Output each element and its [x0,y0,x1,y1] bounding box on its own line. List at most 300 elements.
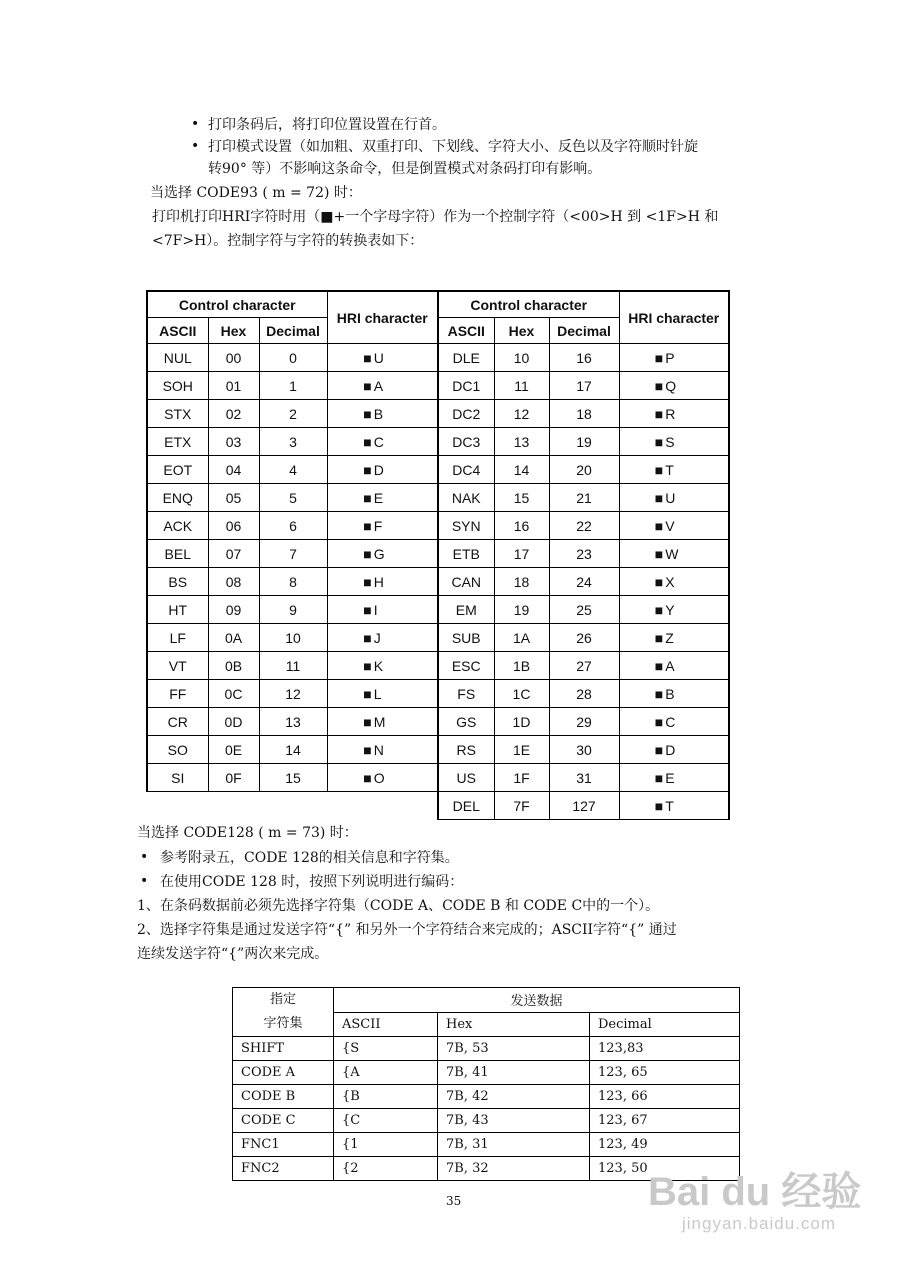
hri-value [655,350,693,366]
decimal-cell: 6 [259,512,327,540]
ascii-cell: CR [147,708,208,736]
table-row [147,400,729,428]
black-square-icon: ■ [654,377,664,394]
hex-cell: 7F [494,792,549,820]
hri-value [655,518,693,534]
code128-item-2-cont: 连续发送字符“{”两次来完成。 [137,946,329,962]
decimal-cell: 10 [259,624,327,652]
hri-letter: A [665,657,675,674]
left-group-header: Control character [147,291,327,318]
hri-cell [327,400,438,428]
black-square-icon: ■ [654,797,664,814]
table-row [233,1109,740,1133]
decimal-cell: 24 [549,568,619,596]
code128-bullet-2: 在使用CODE 128 时，按照下列说明进行编码： [160,874,464,890]
decimal-cell: 26 [549,624,619,652]
hex-cell: 05 [208,484,259,512]
black-square-icon: ■ [654,489,664,506]
hri-letter: E [373,489,384,506]
col-ascii: ASCII [334,1012,438,1037]
hri-letter: F [373,517,383,534]
decimal-cell: 0 [259,344,327,372]
hri-letter: L [373,685,382,702]
hex-cell: 17 [494,540,549,568]
hri-value [363,490,401,506]
table-row [147,708,729,736]
black-square-icon: ■ [363,517,372,534]
ascii-cell: HT [147,596,208,624]
hri-value [655,714,693,730]
page-number: 35 [446,1194,462,1208]
hri-cell [327,652,438,680]
ascii-cell: VT [147,652,208,680]
ascii-cell: DLE [438,344,494,372]
decimal-cell: 5 [259,484,327,512]
decimal-cell: 20 [549,456,619,484]
empty-cell [208,792,259,820]
hri-value [655,742,693,758]
black-square-icon: ■ [654,545,664,562]
table-row [147,680,729,708]
hex-cell: 7B, 41 [438,1061,590,1085]
hex-cell: 00 [208,344,259,372]
hri-letter: W [665,545,679,562]
charset-table [232,987,740,1181]
decimal-cell: 9 [259,596,327,624]
ascii-cell: DC1 [438,372,494,400]
decimal-cell: 123, 49 [590,1133,740,1157]
hri-letter: D [373,461,384,478]
charset-name-cell: FNC1 [233,1133,334,1157]
decimal-cell: 11 [259,652,327,680]
col-decimal: Decimal [549,318,619,344]
hri-cell [619,764,729,792]
ascii-cell: SOH [147,372,208,400]
hex-cell: 0C [208,680,259,708]
ascii-cell: {A [334,1061,438,1085]
hex-cell: 7B, 42 [438,1085,590,1109]
hri-cell [327,512,438,540]
hex-cell: 1F [494,764,549,792]
right-group-header: Control character [438,291,619,318]
decimal-cell: 29 [549,708,619,736]
bullet-dot: • [140,873,149,889]
hri-letter: S [665,433,675,450]
hri-cell [619,652,729,680]
hex-cell: 08 [208,568,259,596]
decimal-cell: 12 [259,680,327,708]
hri-letter: T [665,797,674,814]
hex-cell: 7B, 53 [438,1037,590,1061]
hri-cell [327,680,438,708]
ascii-cell: {1 [334,1133,438,1157]
table-row [233,1037,740,1061]
hri-cell [327,596,438,624]
decimal-cell: 19 [549,428,619,456]
hri-letter: J [373,629,381,646]
hri-value [363,686,401,702]
table-row [147,512,729,540]
hri-letter: M [373,713,386,730]
hri-letter: V [665,517,675,534]
hex-cell: 1A [494,624,549,652]
hri-cell [619,736,729,764]
hex-cell: 15 [494,484,549,512]
col-decimal: Decimal [259,318,327,344]
hex-cell: 14 [494,456,549,484]
hex-cell: 19 [494,596,549,624]
hri-letter: P [665,349,675,366]
hri-letter: O [373,769,385,786]
decimal-cell: 23 [549,540,619,568]
hex-cell: 03 [208,428,259,456]
table-row [147,568,729,596]
code128-item-2: 2、选择字符集是通过发送字符“{” 和另外一个字符结合来完成的；ASCII字符“{” 通过 [137,922,677,938]
ascii-cell: DC2 [438,400,494,428]
ascii-cell: SUB [438,624,494,652]
intro-bullet-2: 打印模式设置（如加粗、双重打印、下划线、字符大小、反色以及字符顺时针旋 [208,139,698,155]
table-row [147,764,729,792]
decimal-cell: 3 [259,428,327,456]
black-square-icon: ■ [654,629,664,646]
decimal-cell: 31 [549,764,619,792]
code128-bullet-1: 参考附录五，CODE 128的相关信息和字符集。 [160,850,459,866]
hri-cell [619,428,729,456]
hri-value [363,378,401,394]
empty-cell [259,792,327,820]
hri-letter: K [373,657,384,674]
hex-cell: 7B, 43 [438,1109,590,1133]
table-row [147,736,729,764]
hri-cell [327,624,438,652]
decimal-cell: 123, 50 [590,1157,740,1181]
black-square-icon: ■ [654,461,664,478]
hri-cell [619,456,729,484]
hex-cell: 1B [494,652,549,680]
hex-cell: 09 [208,596,259,624]
hri-value [655,378,693,394]
hri-cell [619,484,729,512]
hex-cell: 10 [494,344,549,372]
black-square-icon: ■ [363,545,372,562]
ascii-cell: {B [334,1085,438,1109]
hri-letter: Y [665,601,675,618]
hri-letter: E [665,769,675,786]
table-row [233,1061,740,1085]
table-row [147,372,729,400]
black-square-icon: ■ [363,461,372,478]
black-square-icon: ■ [363,769,372,786]
ascii-cell: SYN [438,512,494,540]
hri-value [363,406,401,422]
ascii-cell: ESC [438,652,494,680]
table-row [147,484,729,512]
ascii-cell: {S [334,1037,438,1061]
hex-cell: 18 [494,568,549,596]
decimal-cell: 28 [549,680,619,708]
charset-name-cell: FNC2 [233,1157,334,1181]
hri-value [655,602,693,618]
decimal-cell: 13 [259,708,327,736]
charset-name-cell: SHIFT [233,1037,334,1061]
hri-cell [327,736,438,764]
black-square-icon: ■ [654,405,664,422]
hex-cell: 7B, 32 [438,1157,590,1181]
decimal-cell: 7 [259,540,327,568]
code128-item-1: 1、在条码数据前必须先选择字符集（CODE A、CODE B 和 CODE C中的一个）。 [137,898,660,914]
table-row [233,1085,740,1109]
black-square-icon: ■ [654,741,664,758]
decimal-cell: 30 [549,736,619,764]
hex-cell: 0F [208,764,259,792]
decimal-cell: 2 [259,400,327,428]
baidu-watermark-logo: Bai du 经验 [648,1170,862,1214]
black-square-icon: ■ [363,349,372,366]
hri-value [655,630,693,646]
table-row [147,540,729,568]
hri-cell [327,568,438,596]
black-square-icon: ■ [654,713,664,730]
ascii-cell: SI [147,764,208,792]
hri-cell [619,372,729,400]
empty-cell [327,792,438,820]
hri-value [363,574,401,590]
hex-cell: 1C [494,680,549,708]
hri-cell [327,372,438,400]
decimal-cell: 16 [549,344,619,372]
hri-letter: U [373,349,384,366]
decimal-cell: 17 [549,372,619,400]
col-decimal: Decimal [590,1012,740,1037]
decimal-cell: 18 [549,400,619,428]
col-hex: Hex [494,318,549,344]
ascii-cell: EOT [147,456,208,484]
black-square-icon: ■ [363,377,372,394]
col-ascii: ASCII [438,318,494,344]
hri-cell [327,456,438,484]
bullet-dot: • [191,138,200,154]
control-table-body [147,344,729,820]
hri-cell [619,512,729,540]
ascii-cell: ACK [147,512,208,540]
hri-value [655,490,693,506]
ascii-cell: FS [438,680,494,708]
hri-cell [327,540,438,568]
hri-cell [327,428,438,456]
table-row [147,596,729,624]
charset-header-cell [233,988,334,1037]
hri-cell [327,764,438,792]
hri-letter: H [373,573,384,590]
ascii-cell: ETX [147,428,208,456]
hri-letter: A [373,377,384,394]
hri-letter: U [665,489,676,506]
hri-value [655,658,693,674]
black-square-icon: ■ [363,405,372,422]
hri-cell [327,344,438,372]
ascii-cell: DC4 [438,456,494,484]
ascii-cell: ETB [438,540,494,568]
black-square-icon: ■ [363,713,372,730]
hex-cell: 06 [208,512,259,540]
hri-cell [619,792,729,820]
table-row [147,428,729,456]
decimal-cell: 25 [549,596,619,624]
col-ascii: ASCII [147,318,208,344]
ascii-cell: STX [147,400,208,428]
ascii-cell: DC3 [438,428,494,456]
black-square-icon: ■ [363,489,372,506]
black-square-icon: ■ [363,685,372,702]
hri-value [655,574,693,590]
col-hex: Hex [438,1012,590,1037]
black-square-icon: ■ [654,517,664,534]
right-hri-header: HRI character [619,291,729,344]
ascii-cell: US [438,764,494,792]
black-square-icon: ■ [654,685,664,702]
hri-value [363,518,401,534]
hex-cell: 7B, 31 [438,1133,590,1157]
hex-cell: 04 [208,456,259,484]
decimal-cell: 15 [259,764,327,792]
hri-value [655,434,693,450]
control-character-table [146,290,730,820]
decimal-cell: 21 [549,484,619,512]
black-square-icon: ■ [654,769,664,786]
ascii-cell: FF [147,680,208,708]
hri-letter: Z [665,629,674,646]
hex-cell: 0D [208,708,259,736]
bullet-dot: • [140,849,149,865]
table-row [147,792,729,820]
code93-paragraph: 打印机打印HRI字符时用（■+一个字母字符）作为一个控制字符（<00>H 到 <1F>H 和 [152,209,719,225]
black-square-icon: ■ [654,657,664,674]
hri-value [363,770,401,786]
code93-paragraph-cont: <7F>H）。控制字符与字符的转换表如下： [152,233,424,249]
code128-heading: 当选择 CODE128 ( m = 73) 时： [137,825,358,841]
hex-cell: 0A [208,624,259,652]
hex-cell: 1E [494,736,549,764]
intro-bullet-2-cont: 转90° 等）不影响这条命令，但是倒置模式对条码打印有影响。 [208,161,602,177]
hex-cell: 13 [494,428,549,456]
black-square-icon: ■ [654,433,664,450]
intro-bullet-1: 打印条码后，将打印位置设置在行首。 [208,117,446,133]
black-square-icon: ■ [654,349,664,366]
hri-cell [619,624,729,652]
charset-name-cell: CODE A [233,1061,334,1085]
hri-letter: B [665,685,675,702]
decimal-cell: 22 [549,512,619,540]
hri-cell [619,680,729,708]
hri-cell [619,400,729,428]
black-square-icon: ■ [363,601,372,618]
hex-cell: 02 [208,400,259,428]
hri-letter: T [665,461,674,478]
decimal-cell: 14 [259,736,327,764]
table-row [147,344,729,372]
hri-value [363,462,401,478]
hri-cell [619,596,729,624]
decimal-cell: 123, 67 [590,1109,740,1133]
hex-cell: 11 [494,372,549,400]
hri-value [655,406,693,422]
decimal-cell: 8 [259,568,327,596]
hex-cell: 01 [208,372,259,400]
hri-value [655,798,693,814]
hri-letter: I [373,601,378,618]
charset-header-line-1: 指定 [269,992,296,1007]
ascii-cell: NUL [147,344,208,372]
ascii-cell: {C [334,1109,438,1133]
black-square-icon: ■ [363,629,372,646]
hex-cell: 1D [494,708,549,736]
decimal-cell: 27 [549,652,619,680]
ascii-cell: EM [438,596,494,624]
ascii-cell: GS [438,708,494,736]
hri-letter: C [373,433,384,450]
charset-table-body [233,1037,740,1181]
table-row [233,1133,740,1157]
hri-cell [619,568,729,596]
hri-cell [619,708,729,736]
black-square-icon: ■ [363,741,372,758]
hri-value [655,770,693,786]
hri-letter: G [373,545,385,562]
hri-letter: C [665,713,676,730]
empty-cell [147,792,208,820]
hri-value [363,350,401,366]
ascii-cell: BEL [147,540,208,568]
table-row [147,652,729,680]
decimal-cell: 123, 66 [590,1085,740,1109]
hri-value [363,602,401,618]
hri-letter: B [373,405,384,422]
hri-letter: D [665,741,676,758]
hri-cell [619,344,729,372]
hri-value [363,714,401,730]
black-square-icon: ■ [363,657,372,674]
hri-value [655,546,693,562]
decimal-cell: 123, 65 [590,1061,740,1085]
decimal-cell: 4 [259,456,327,484]
black-square-icon: ■ [654,573,664,590]
col-hex: Hex [208,318,259,344]
code93-heading: 当选择 CODE93 ( m = 72) 时： [150,185,362,201]
hex-cell: 16 [494,512,549,540]
hri-value [363,742,401,758]
black-square-icon: ■ [654,601,664,618]
hri-value [655,686,693,702]
hri-letter: R [665,405,676,422]
charset-name-cell: CODE B [233,1085,334,1109]
ascii-cell: ENQ [147,484,208,512]
ascii-cell: RS [438,736,494,764]
bullet-dot: • [191,116,200,132]
hri-letter: Q [665,377,677,394]
ascii-cell: {2 [334,1157,438,1181]
black-square-icon: ■ [363,573,372,590]
hri-value [363,630,401,646]
decimal-cell: 123,83 [590,1037,740,1061]
hri-cell [327,484,438,512]
hex-cell: 12 [494,400,549,428]
decimal-cell: 1 [259,372,327,400]
ascii-cell: BS [147,568,208,596]
black-square-icon: ■ [363,433,372,450]
hri-cell [327,708,438,736]
hri-letter: X [665,573,675,590]
table-row [147,456,729,484]
